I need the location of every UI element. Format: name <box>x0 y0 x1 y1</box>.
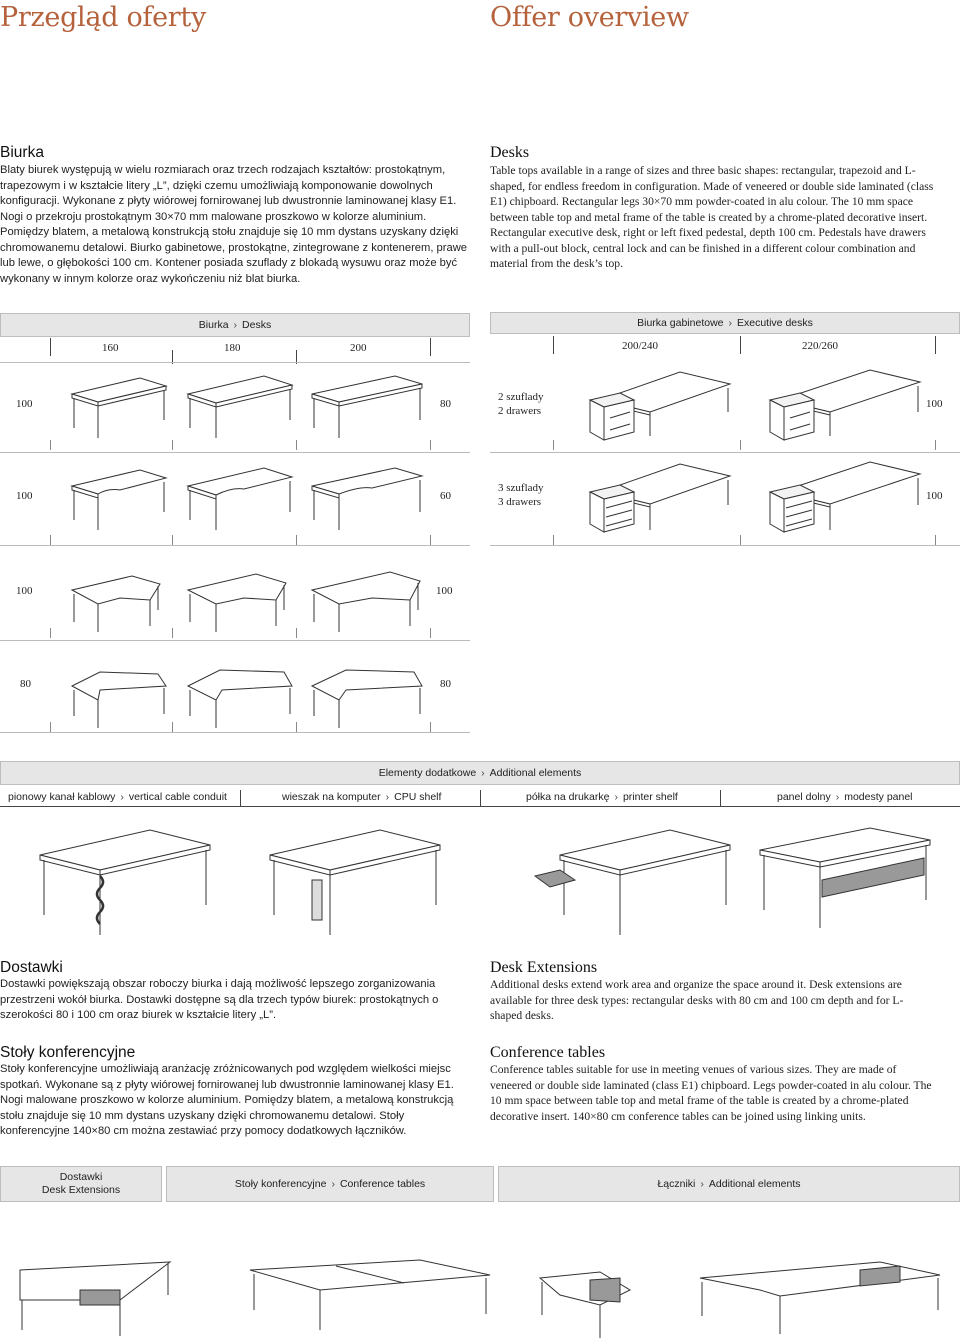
bar-label-en: Additional elements <box>489 767 582 779</box>
row1-right: 80 <box>440 398 451 410</box>
conference-text-pl: Stoły konferencyjne umożliwiają aranżację zróżnicowanych pod względem wielkości miejsc spotkań. Wykonane są z płyty wiórowej fornirowanej lub dwustronnie laminowanej klasy E1. Nogi malowane proszkowo w kolorze aluminium. Pomiędzy blatem, a metalową konstrukcją stołu znajduje się 10 mm dystans uzyskany dzięki chromowanemu detalowi. Stoły konferencyjne 140×80 cm można zestawiać przy pomocy dodatkowych łączników. <box>0 1063 454 1137</box>
cable-conduit-desk <box>40 830 210 935</box>
bar-label-en: Desks <box>242 319 272 331</box>
element-cpu-shelf: wieszak na komputer › CPU shelf <box>282 791 442 803</box>
desk-l-shape-200-80 <box>312 670 422 728</box>
conference-bar <box>166 1166 494 1202</box>
printer-shelf-desk <box>535 830 730 935</box>
desk-l-shape-160-80 <box>72 672 166 728</box>
desk-trapezoid-160 <box>72 470 166 530</box>
conference-heading-en: Conference tables <box>490 1044 606 1061</box>
page-title-pl: Przegląd oferty <box>0 2 206 33</box>
row3-right: 100 <box>436 585 453 597</box>
exec-row2-pl: 3 szuflady <box>498 482 544 494</box>
conference-text-en: Conference tables suitable for use in meeting venues of various sizes. They are made of veneered or double side laminated (class E1) chipboard. Legs powder-coated in alu colour. The 10 mm space between table top and metal frame of the table is created by a chrome-plated decorative insert. 140×80 cm conference tables can be joined using linking units. <box>490 1063 932 1123</box>
desks-text-pl: Blaty biurek występują w wielu rozmiarach oraz trzech rodzajach kształtów: prostokątnym, trapezowym i w kształcie litery „L”, dzięki czemu umożliwiają komponowanie dowolnych konfiguracji. Wykonane z płyty wiórowej fornirowanej lub dwustronnie laminowanej klasy E1. Nogi o przekroju prostokątnym 30×70 mm malowane proszkowo w kolorze aluminium. Pomiędzy blatem, a metalową konstrukcją stołu znajduje się 10 mm dystans uzyskany dzięki chromowanemu detalowi. Biurko gabinetowe, prostokątne, zintegrowane z kontenerem, prawe lub lewe, o głębokości 100 cm. Kontener posiada szuflady z blokadą wysuwu oraz może być wykonany w innym kolorze oraz wykończeniu niż blat biurka. <box>0 164 468 285</box>
desk-rect-200x80 <box>312 376 422 438</box>
bar-label-en: Additional elements <box>708 1178 801 1190</box>
linking-bar <box>498 1166 960 1202</box>
bar-label-en: Executive desks <box>737 317 813 329</box>
desk-l-shape-160 <box>72 576 160 632</box>
extensions-text-en: Additional desks extend work area and organize the space around it. Desk extensions are available for three desk types: rectangular desks with 80 cm and 100 cm depth and for L-shaped desks. <box>490 978 904 1022</box>
desks-text-en: Table tops available in a range of sizes and three basic shapes: rectangular, trapezoid and L-shaped, for endless freedom in configuration. Made of veneered or double side laminated (class E1) chipboard. Rectangular legs 30×70 mm powder-coated in alu colour. The 10 mm space between table top and metal frame of the table is created by a chrome-plated decorative insert. Rectangular executive desk, right or left fixed pedestal, depth 100 cm. Pedestals have drawers with a pull-out block, central lock and can be finished in a different colour combination and material from the desk’s top. <box>490 164 934 270</box>
desk-extension-drawing <box>20 1262 170 1336</box>
row4-right: 80 <box>440 678 451 690</box>
bar-label-pl: Łączniki <box>657 1178 696 1190</box>
modesty-panel-desk <box>760 828 930 928</box>
row3-depth: 100 <box>16 585 33 597</box>
desk-rect-180x100 <box>188 376 292 438</box>
page-title-en: Offer overview <box>490 2 689 33</box>
exec-row1-en: 2 drawers <box>498 405 542 417</box>
extensions-heading-en: Desk Extensions <box>490 959 598 976</box>
row1-depth: 100 <box>16 398 33 410</box>
exec-row2-depth: 100 <box>926 490 943 502</box>
exec-row1-depth: 100 <box>926 398 943 410</box>
extensions-text-pl: Dostawki powiększają obszar roboczy biurka i dają możliwość lepszego zorganizowania przestrzeni wokół biurka. Dostawki dostępne są dla trzech typów biurek: prostokątnych o szerokości 80 i 100 cm oraz biurek w kształcie litery „L”. <box>0 978 439 1021</box>
element-printer-shelf: półka na drukarkę › printer shelf <box>526 791 678 803</box>
chevron-right-icon: › <box>481 767 485 779</box>
width-200-240: 200/240 <box>622 340 659 352</box>
desk-l-shape-180 <box>188 574 286 632</box>
desk-trapezoid-200 <box>312 468 422 530</box>
desk-l-shape-200 <box>312 572 420 632</box>
exec-row1-pl: 2 szuflady <box>498 391 544 403</box>
bar-label-en: Desk Extensions <box>41 1184 121 1196</box>
chevron-right-icon: › <box>331 1178 335 1190</box>
row2-depth: 100 <box>16 490 33 502</box>
bar-label-pl: Dostawki <box>59 1171 103 1183</box>
extensions-bar <box>0 1166 162 1202</box>
bar-label-pl: Elementy dodatkowe <box>378 767 477 779</box>
executive-desk-2-drawers-220 <box>770 370 920 440</box>
desk-l-shape-180-80 <box>188 670 292 728</box>
width-180: 180 <box>224 342 241 354</box>
executive-desk-3-drawers-220 <box>770 462 920 532</box>
desks-heading-pl: Biurka <box>0 144 44 161</box>
extensions-heading-pl: Dostawki <box>0 959 63 976</box>
exec-row2-en: 3 drawers <box>498 496 542 508</box>
bar-label-pl: Biurka gabinetowe <box>637 317 724 329</box>
row2-right: 60 <box>440 490 451 502</box>
bar-label-pl: Stoły konferencyjne <box>234 1178 327 1190</box>
additional-elements-bar <box>0 761 960 785</box>
element-cable-conduit: pionowy kanał kablowy › vertical cable conduit <box>8 791 227 803</box>
desk-rect-160x100 <box>72 378 166 438</box>
conference-heading-pl: Stoły konferencyjne <box>0 1044 136 1061</box>
cpu-shelf-desk <box>270 830 440 935</box>
chevron-right-icon: › <box>728 317 732 329</box>
bar-label-pl: Biurka <box>198 319 229 331</box>
chevron-right-icon: › <box>233 319 238 331</box>
desks-heading-en: Desks <box>490 144 530 161</box>
width-160: 160 <box>102 342 119 354</box>
conference-tables-drawing <box>250 1260 490 1330</box>
row4-depth: 80 <box>20 678 31 690</box>
desk-trapezoid-180 <box>188 468 292 530</box>
executive-desk-3-drawers <box>590 464 730 532</box>
executive-desk-2-drawers-200 <box>590 372 730 440</box>
element-modesty-panel: panel dolny › modesty panel <box>777 791 913 803</box>
width-200: 200 <box>350 342 367 354</box>
linking-units-drawing <box>540 1262 940 1338</box>
bar-label-en: Conference tables <box>339 1178 426 1190</box>
chevron-right-icon: › <box>700 1178 704 1190</box>
width-220-260: 220/260 <box>802 340 839 352</box>
